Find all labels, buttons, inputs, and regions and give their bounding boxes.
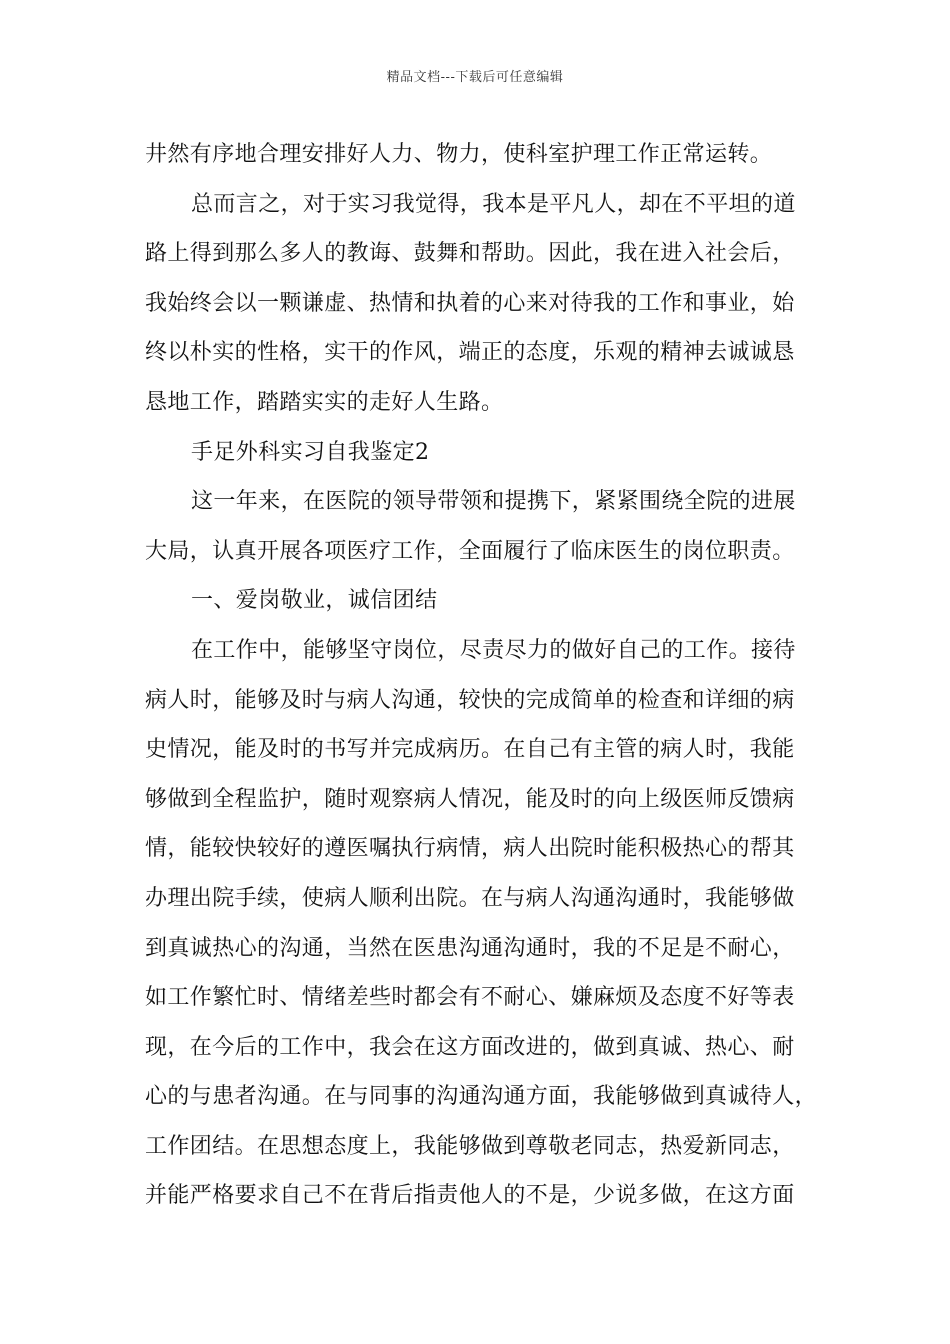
subsection-heading: 一、爱岗敬业，诚信团结 [191, 588, 438, 614]
paragraph-line: 病人时，能够及时与病人沟通，较快的完成简单的检查和详细的病 [145, 687, 795, 713]
paragraph-line: 终以朴实的性格，实干的作风，端正的态度，乐观的精神去诚诚恳 [145, 340, 795, 366]
paragraph-line: 现，在今后的工作中，我会在这方面改进的，做到真诚、热心、耐 [145, 1034, 795, 1060]
paragraph-line: 如工作繁忙时、情绪差些时都会有不耐心、嫌麻烦及态度不好等表 [145, 985, 795, 1011]
paragraph-line: 总而言之，对于实习我觉得，我本是平凡人，却在不平坦的道 [191, 191, 796, 217]
paragraph-line: 这一年来，在医院的领导带领和提携下，紧紧围绕全院的进展 [191, 489, 796, 515]
paragraph-line: 并能严格要求自己不在背后指责他人的不是，少说多做，在这方面 [145, 1183, 795, 1209]
paragraph-line: 我始终会以一颗谦虚、热情和执着的心来对待我的工作和事业，始 [145, 290, 795, 316]
paragraph-line: 情，能较快较好的遵医嘱执行病情，病人出院时能积极热心的帮其 [145, 836, 795, 862]
document-body [145, 130, 825, 1221]
paragraph-line: 在工作中，能够坚守岗位，尽责尽力的做好自己的工作。接待 [191, 637, 796, 663]
paragraph-line: 史情况，能及时的书写并完成病历。在自己有主管的病人时，我能 [145, 737, 795, 763]
paragraph-line: 大局，认真开展各项医疗工作，全面履行了临床医生的岗位职责。 [145, 538, 795, 564]
paragraph-line: 路上得到那么多人的教诲、鼓舞和帮助。因此，我在进入社会后， [145, 241, 795, 267]
paragraph-line: 工作团结。在思想态度上，我能够做到尊敬老同志，热爱新同志， [145, 1133, 795, 1159]
paragraph-line: 办理出院手续，使病人顺利出院。在与病人沟通沟通时，我能够做 [145, 885, 795, 911]
paragraph-line: 井然有序地合理安排好人力、物力，使科室护理工作正常运转。 [145, 142, 773, 167]
paragraph-line: 心的与患者沟通。在与同事的沟通沟通方面，我能够做到真诚待人， [145, 1084, 818, 1110]
page-header: 精品文档---下载后可任意编辑 [386, 70, 564, 85]
paragraph-line: 到真诚热心的沟通，当然在医患沟通沟通时，我的不足是不耐心， [145, 935, 795, 961]
paragraph-line: 够做到全程监护，随时观察病人情况，能及时的向上级医师反馈病 [145, 786, 795, 812]
section-title: 手足外科实习自我鉴定2 [191, 439, 430, 465]
paragraph-line: 恳地工作，踏踏实实的走好人生路。 [145, 389, 504, 415]
